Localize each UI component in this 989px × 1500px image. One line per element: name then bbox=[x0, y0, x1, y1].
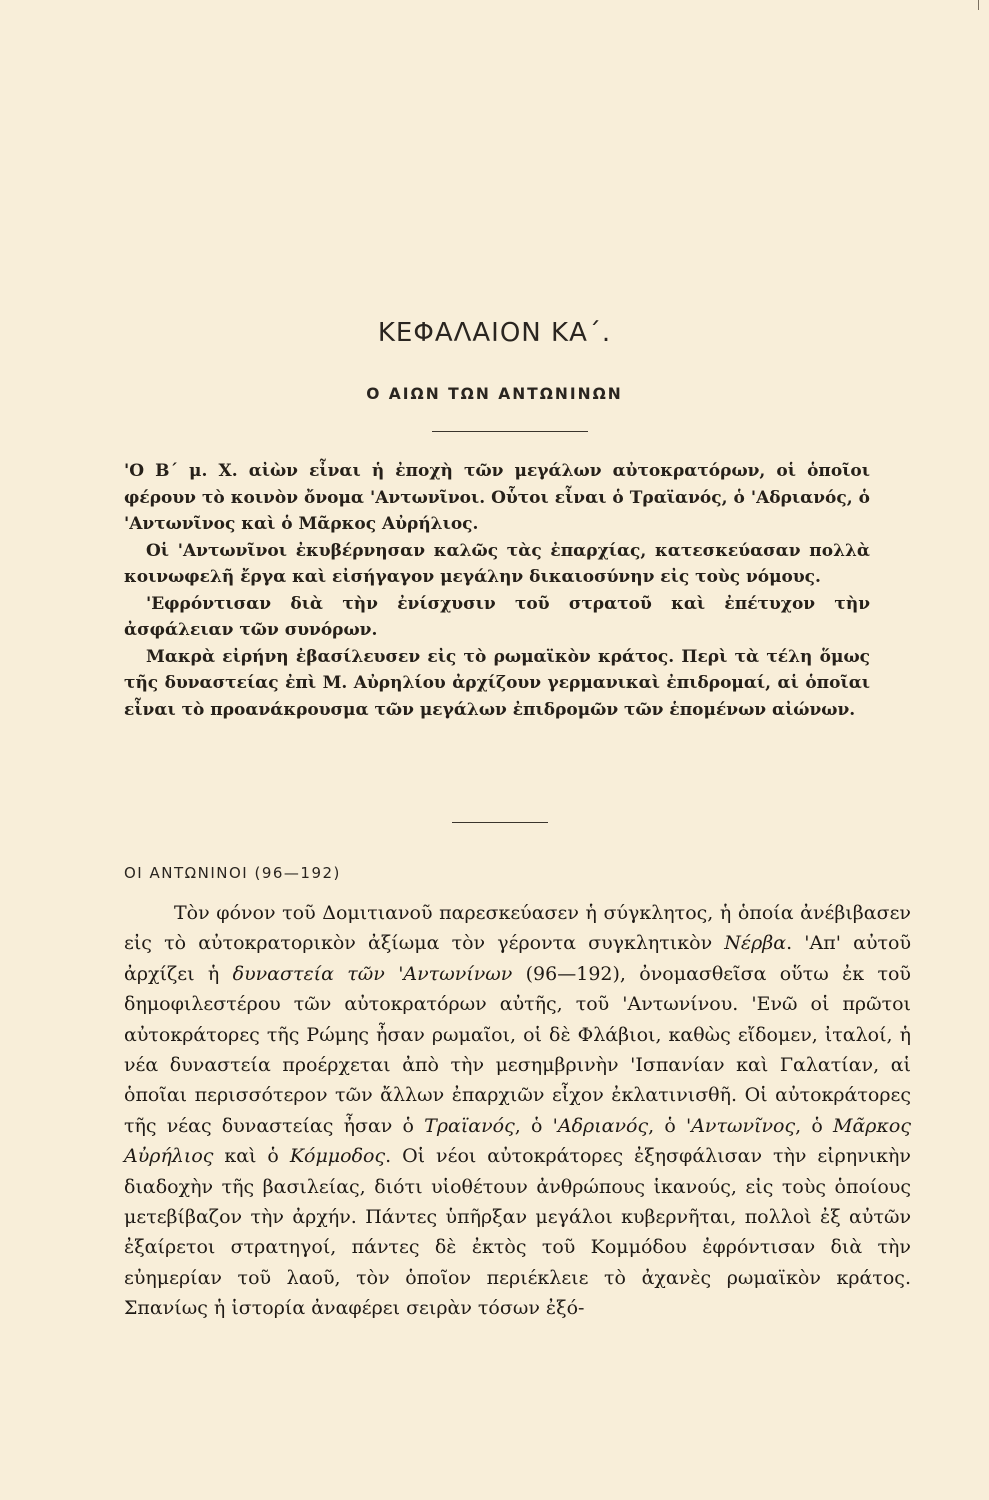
name-antoninus: 'Αντωνῖνος bbox=[685, 1114, 796, 1137]
body-text-run: . Οἱ νέοι αὐτοκράτορες ἐξησφάλισαν τὴν εἰρηνικὴν διαδοχὴν τῆς βασιλείας, διότι υἱοθέτουν ἀνθρώπους ἱκανούς, εἰς τοὺς ὁποίους μετεβίβαζον τὴν ἀρχήν. Πάντες ὑπῆρξαν μεγάλοι κυβερνῆται, πολλοὶ ἐξ αὐτῶν ἐξαίρετοι στρατηγοί, πάντες δὲ ἐκτὸς τοῦ Κομμόδου ἐφρόντισαν διὰ τὴν εὐημερίαν τοῦ λαοῦ, τὸν ὁποῖον περιέκλειε τὸ ἀχανὲς ρωμαϊκὸν κράτος. Σπανίως ἡ ἱστορία ἀναφέρει σειρὰν τόσων ἐξό- bbox=[124, 1145, 911, 1320]
summary-paragraph-3: 'Εφρόντισαν διὰ τὴν ἐνίσχυσιν τοῦ στρατοῦ καὶ ἐπέτυχον τὴν ἀσφάλειαν τῶν συνόρων. bbox=[124, 593, 870, 640]
body-text bbox=[124, 898, 911, 1324]
name-hadrian: 'Αδριανός bbox=[552, 1114, 649, 1137]
chapter-subtitle: Ο ΑΙΩΝ ΤΩΝ ΑΝΤΩΝΙΝΩΝ bbox=[366, 385, 623, 403]
body-text-run: Τὸν φόνον τοῦ Δομιτιανοῦ παρεσκεύασεν ἡ σύγκλητος, ἡ ὁποία ἀνέβιβασεν εἰς τὸ αὐτοκρατορικὸν ἀξίωμα τὸν γέροντα συγκλητικὸν bbox=[124, 902, 911, 955]
name-nerva: Νέρβα bbox=[724, 932, 787, 955]
body-text-run: καὶ ὁ bbox=[213, 1145, 290, 1168]
summary-paragraph-4: Μακρὰ εἰρήνη ἐβασίλευσεν εἰς τὸ ρωμαϊκὸν κράτος. Περὶ τὰ τέλη ὅμως τῆς δυναστείας ἐπὶ Μ. Αὐρηλίου ἀρχίζουν γερμανικαὶ ἐπιδρομαί, αἱ ὁποῖαι εἶναι τὸ προανάκρουσμα τῶν μεγάλων ἐπιδρομῶν τῶν ἑπομένων αἰώνων. bbox=[124, 646, 870, 720]
name-marcus-aurelius: Μᾶρκος Αὐρήλιος bbox=[124, 1114, 911, 1168]
summary-paragraph-2: Οἱ 'Αντωνῖνοι ἐκυβέρνησαν καλῶς τὰς ἐπαρχίας, κατεσκεύασαν πολλὰ κοινωφελῆ ἔργα καὶ εἰσήγαγον μεγάλην δικαιοσύνην εἰς τοὺς νόμους. bbox=[124, 540, 870, 587]
body-text-run: , ὁ bbox=[648, 1114, 686, 1137]
term-dynasty: δυναστεία τῶν 'Αντωνίνων bbox=[232, 962, 513, 985]
summary-paragraph-1: 'Ο Β΄ μ. Χ. αἰὼν εἶναι ἡ ἐποχὴ τῶν μεγάλων αὐτοκρατόρων, οἱ ὁποῖοι φέρουν τὸ κοινὸν ὄνομα 'Αντωνῖνοι. Οὗτοι εἶναι ὁ Τραϊανός, ὁ 'Αδριανός, ὁ 'Αντωνῖνος καὶ ὁ Μᾶρκος Αὐρήλιος. bbox=[124, 461, 870, 534]
name-trajan: Τραϊανός bbox=[424, 1114, 515, 1137]
body-paragraph bbox=[124, 898, 911, 1324]
body-text-run: . 'Απ' αὐτοῦ ἀρχίζει ἡ bbox=[124, 932, 912, 985]
page-corner-mark bbox=[978, 0, 985, 10]
body-text-run: , ὁ bbox=[795, 1114, 833, 1137]
chapter-title: ΚΕΦΑΛΑΙΟΝ ΚΑ΄. bbox=[377, 318, 612, 348]
divider-rule-middle bbox=[452, 822, 548, 823]
body-text-run: , ὁ bbox=[514, 1114, 553, 1137]
section-heading: ΟΙ ΑΝΤΩΝΙΝΟΙ (96—192) bbox=[124, 864, 341, 882]
name-commodus: Κόμμοδος bbox=[289, 1145, 386, 1168]
body-text-run: (96—192), ὀνομασθεῖσα οὕτω ἐκ τοῦ δημοφιλεστέρου τῶν αὐτοκρατόρων αὐτῆς, τοῦ 'Αντωνίνου. 'Ενῶ οἱ πρῶτοι αὐτοκράτορες τῆς Ρώμης ἦσαν ρωμαῖοι, οἱ δὲ Φλάβιοι, καθὼς εἴδομεν, ἰταλοί, ἡ νέα δυναστεία προέρχεται ἀπὸ τὴν μεσημβρινὴν 'Ισπανίαν καὶ Γαλατίαν, αἱ ὁποῖαι περισσότερον τῶν ἄλλων ἐπαρχιῶν εἶχον ἐκλατινισθῆ. Οἱ αὐτοκράτορες τῆς νέας δυναστείας ἦσαν ὁ bbox=[124, 962, 911, 1137]
divider-rule-top bbox=[432, 431, 588, 432]
chapter-summary bbox=[124, 458, 870, 723]
